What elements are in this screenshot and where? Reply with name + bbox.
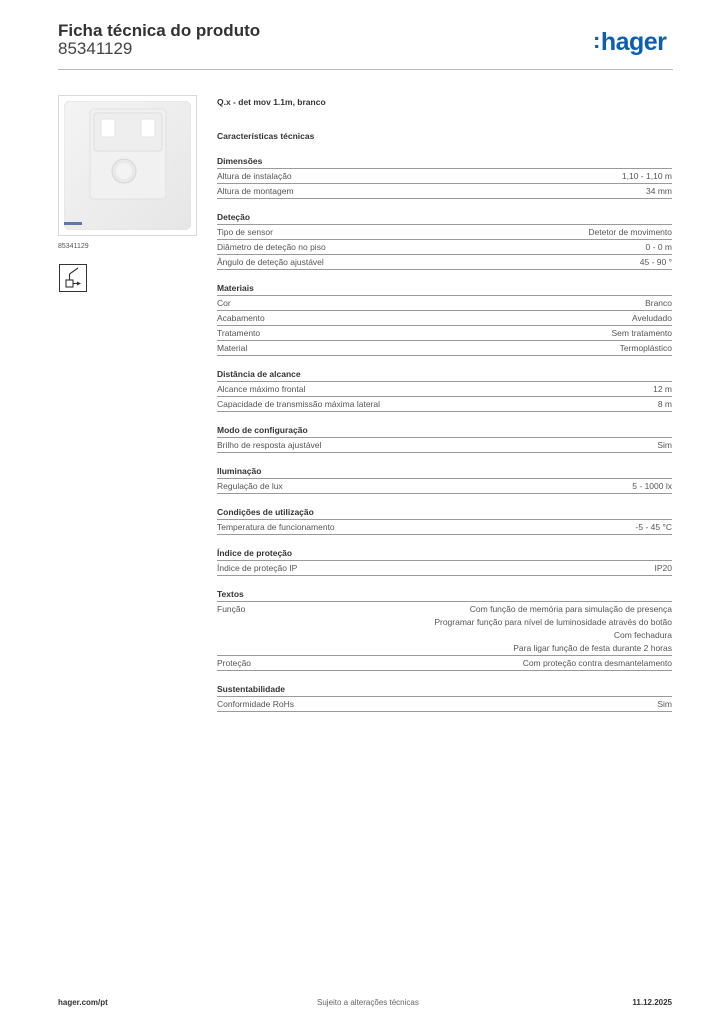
section-title: Condições de utilização [217, 506, 672, 520]
spec-label: Ângulo de deteção ajustável [217, 257, 324, 267]
spec-label: Proteção [217, 658, 252, 668]
section-title: Sustentabilidade [217, 683, 672, 697]
product-name: Q.x - det mov 1.1m, branco [217, 97, 326, 107]
spec-value-line: Para ligar função de festa durante 2 horas [513, 643, 672, 653]
spec-value: Sem tratamento [611, 328, 672, 338]
spec-row [217, 225, 672, 240]
spec-value: IP20 [654, 563, 672, 573]
spec-section [217, 282, 672, 356]
spec-label: Índice de proteção IP [217, 563, 298, 573]
spec-value: Branco [645, 298, 672, 308]
specs-heading: Características técnicas [217, 131, 315, 141]
header-divider [58, 69, 673, 70]
spec-value: 12 m [653, 384, 672, 394]
spec-row [217, 602, 672, 656]
spec-label: Acabamento [217, 313, 265, 323]
section-title: Textos [217, 588, 672, 602]
spec-section [217, 155, 672, 199]
spec-row [217, 382, 672, 397]
section-title: Distância de alcance [217, 368, 672, 382]
section-title: Modo de configuração [217, 424, 672, 438]
section-title: Deteção [217, 211, 672, 225]
spec-value-line: Com função de memória para simulação de presença [469, 604, 672, 614]
spec-value-line: Com fechadura [613, 630, 672, 640]
spec-content [217, 95, 672, 712]
spec-row [217, 311, 672, 326]
brand-logo [593, 28, 666, 57]
brand-logo-mark-icon: : [593, 28, 600, 53]
spec-label: Tipo de sensor [217, 227, 273, 237]
spec-value: Aveludado [631, 313, 672, 323]
spec-row [217, 296, 672, 311]
spec-section [217, 683, 672, 712]
spec-label: Diâmetro de deteção no piso [217, 242, 326, 252]
spec-label: Material [217, 343, 248, 353]
footer-date: 11.12.2025 [632, 998, 672, 1007]
spec-value: Sim [657, 440, 672, 450]
motion-sensor-symbol-icon [59, 264, 87, 292]
spec-label: Função [217, 604, 246, 614]
footer-disclaimer: Sujeito a alterações técnicas [317, 998, 419, 1007]
spec-value: 1,10 - 1,10 m [621, 171, 672, 181]
spec-value: -5 - 45 °C [635, 522, 672, 532]
spec-section [217, 547, 672, 576]
spec-value-line: Programar função para nível de luminosidade através do botão [434, 617, 672, 627]
spec-row [217, 240, 672, 255]
spec-value: 34 mm [646, 186, 672, 196]
footer-site: hager.com/pt [58, 998, 108, 1007]
product-code: 85341129 [58, 39, 133, 58]
spec-label: Capacidade de transmissão máxima lateral [217, 399, 380, 409]
spec-label: Conformidade RoHs [217, 699, 295, 709]
spec-value: 45 - 90 ° [639, 257, 672, 267]
spec-value [434, 603, 672, 655]
spec-label: Cor [217, 298, 231, 308]
spec-row [217, 184, 672, 199]
spec-row [217, 255, 672, 270]
thumbnail-code: 85341129 [58, 243, 89, 250]
product-image [64, 101, 191, 230]
spec-label: Regulação de lux [217, 481, 283, 491]
spec-row [217, 169, 672, 184]
spec-label: Tratamento [217, 328, 261, 338]
spec-section [217, 506, 672, 535]
spec-section [217, 588, 672, 671]
spec-value: Detetor de movimento [588, 227, 672, 237]
spec-value: 5 - 1000 lx [632, 481, 672, 491]
spec-label: Temperatura de funcionamento [217, 522, 335, 532]
section-title: Iluminação [217, 465, 672, 479]
spec-value: Com proteção contra desmantelamento [522, 658, 672, 668]
spec-label: Altura de montagem [217, 186, 294, 196]
spec-row [217, 479, 672, 494]
spec-row [217, 341, 672, 356]
spec-section [217, 368, 672, 412]
spec-label: Alcance máximo frontal [217, 384, 306, 394]
page-title: Ficha técnica do produto [58, 21, 261, 40]
spec-value: Sim [657, 699, 672, 709]
spec-row [217, 397, 672, 412]
spec-label: Brilho de resposta ajustável [217, 440, 322, 450]
spec-row [217, 326, 672, 341]
spec-row [217, 656, 672, 671]
section-title: Materiais [217, 282, 672, 296]
spec-label: Altura de instalação [217, 171, 292, 181]
spec-value: 8 m [657, 399, 672, 409]
product-image-frame [58, 95, 197, 236]
spec-row [217, 697, 672, 712]
spec-row [217, 520, 672, 535]
section-title: Índice de proteção [217, 547, 672, 561]
spec-section [217, 465, 672, 494]
spec-section [217, 424, 672, 453]
spec-sections [217, 155, 672, 712]
section-title: Dimensões [217, 155, 672, 169]
spec-value: Termoplástico [619, 343, 672, 353]
spec-section [217, 211, 672, 270]
spec-value: 0 - 0 m [645, 242, 672, 252]
spec-row [217, 438, 672, 453]
spec-row [217, 561, 672, 576]
brand-logo-text: hager [600, 28, 667, 56]
